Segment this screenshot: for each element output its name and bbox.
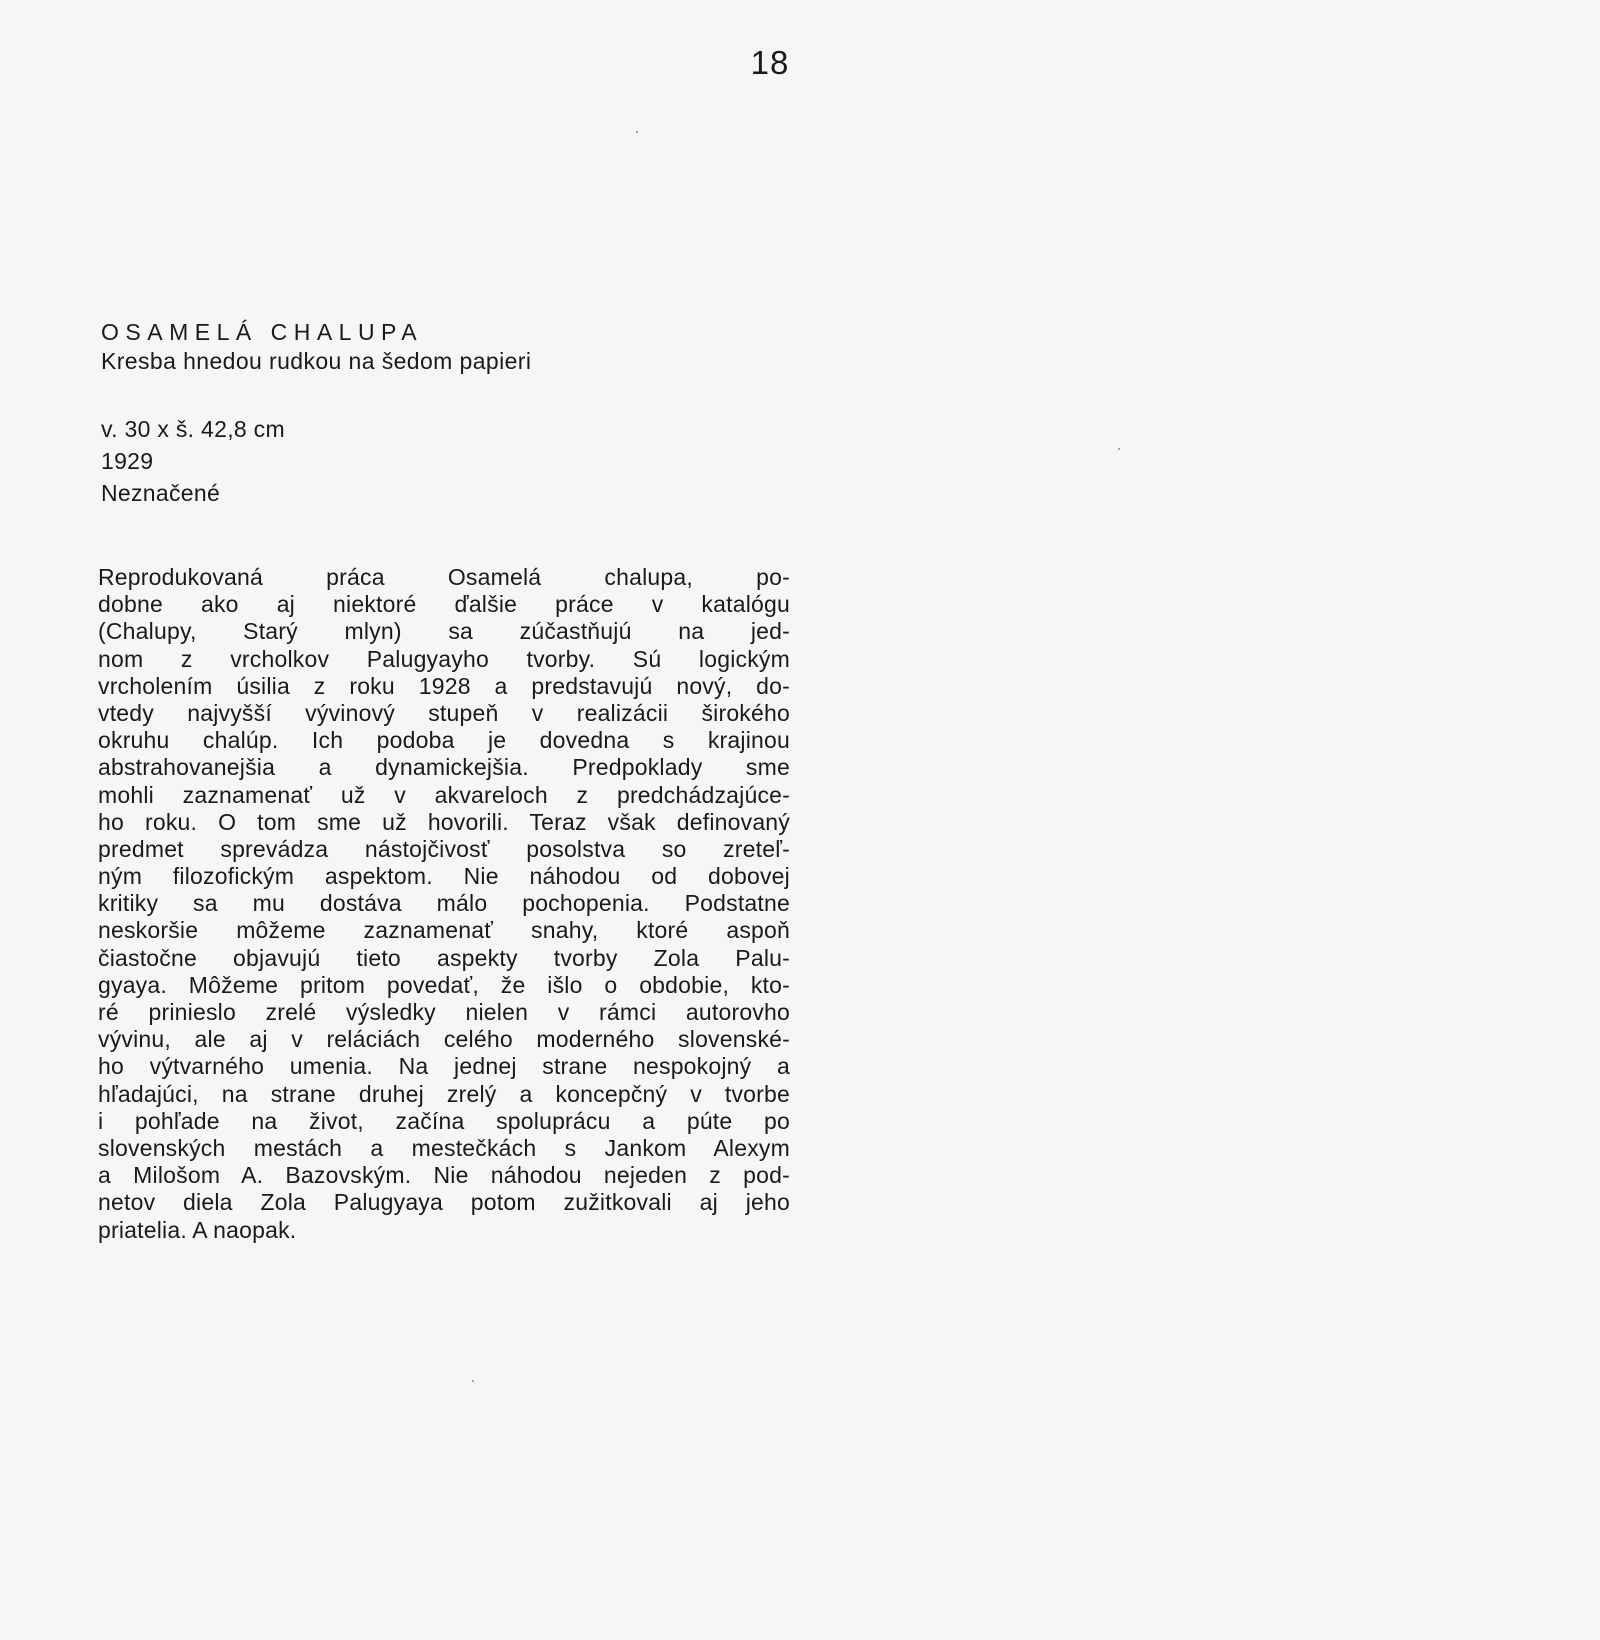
commentary-line: i pohľade na život, začína spoluprácu a púte po [98,1107,790,1134]
commentary-line: ho výtvarného umenia. Na jednej strane nespokojný a [98,1053,790,1080]
page-number: 18 [750,44,790,81]
artwork-dimensions: v. 30 x š. 42,8 cm [101,416,285,442]
commentary-line: slovenských mestách a mestečkách s Jankom Alexym [98,1134,790,1161]
commentary-line: ným filozofickým aspektom. Nie náhodou od dobovej [98,863,790,890]
commentary-line: neskoršie môžeme zaznamenať snahy, ktoré aspoň [98,917,790,944]
commentary-line: čiastočne objavujú tieto aspekty tvorby Zola Palu- [98,944,790,971]
commentary-line: vtedy najvyšší vývinový stupeň v realizácii širokého [98,699,790,726]
artwork-technique: Kresba hnedou rudkou na šedom papieri [101,348,532,374]
commentary-line: nom z vrcholkov Palugyayho tvorby. Sú logickým [98,645,790,672]
commentary-line: a Milošom A. Bazovským. Nie náhodou nejeden z pod- [98,1162,790,1189]
paper-speck [636,131,638,133]
commentary-line: ré prinieslo zrelé výsledky nielen v rámci autorovho [98,999,790,1025]
paper-speck [1118,448,1120,450]
commentary-line: dobne ako aj niektoré ďalšie práce v katalógu [98,591,790,618]
commentary-line: netov diela Zola Palugyaya potom zužitkovali aj jeho [98,1189,790,1216]
commentary-line: (Chalupy, Starý mlyn) sa zúčastňujú na jed- [98,618,790,645]
artwork-details [101,413,801,509]
commentary-text [98,564,790,1244]
commentary-line: ho roku. O tom sme už hovorili. Teraz však definovaný [98,808,790,835]
commentary-line: mohli zaznamenať už v akvareloch z predchádzajúce- [98,781,790,808]
commentary-line: predmet sprevádza nástojčivosť posolstva so zreteľ- [98,835,790,862]
artwork-year: 1929 [101,448,154,474]
artwork-signature: Neznačené [101,480,221,506]
commentary-line: vrcholením úsilia z roku 1928 a predstavujú nový, do- [98,672,790,699]
commentary-line: priatelia. A naopak. [98,1216,297,1243]
commentary-line: vývinu, ale aj v reláciách celého moderného slovenské- [98,1026,790,1053]
commentary-line: Reprodukovaná práca Osamelá chalupa, po- [98,564,790,590]
commentary-line: hľadajúci, na strane druhej zrelý a koncepčný v tvorbe [98,1080,790,1107]
paper-speck [472,1380,474,1382]
commentary-line: abstrahovanejšia a dynamickejšia. Predpoklady sme [98,754,790,781]
commentary-line: kritiky sa mu dostáva málo pochopenia. Podstatne [98,890,790,917]
commentary-line: gyaya. Môžeme pritom povedať, že išlo o obdobie, kto- [98,971,790,998]
artwork-heading [101,318,801,376]
commentary-line: okruhu chalúp. Ich podoba je dovedna s krajinou [98,727,790,754]
artwork-title: OSAMELÁ CHALUPA [101,319,424,345]
